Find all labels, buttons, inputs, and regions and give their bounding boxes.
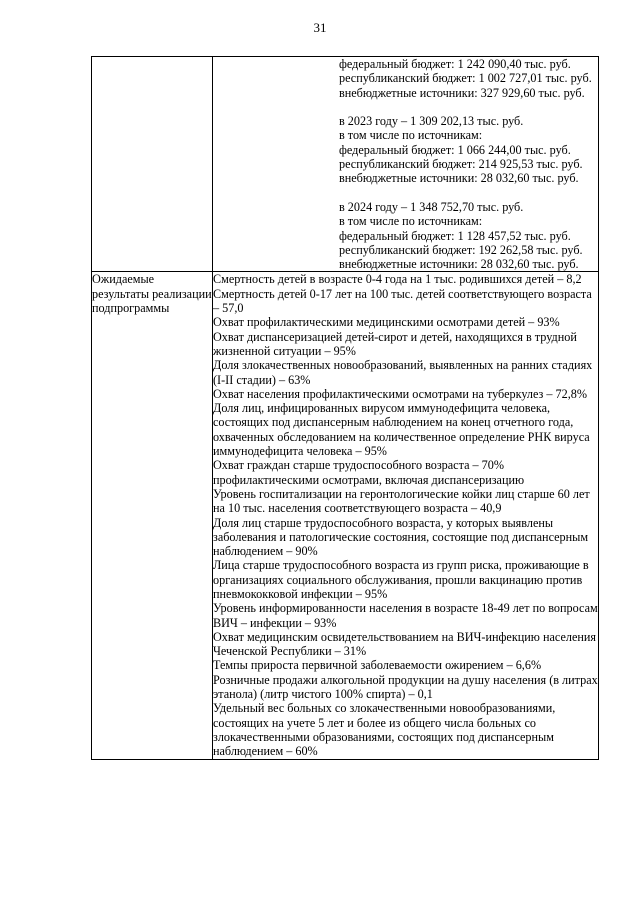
funding-2024-sources: в том числе по источникам:: [339, 214, 483, 229]
results-row: [92, 272, 599, 759]
funding-2023-federal: федеральный бюджет: 1 066 244,00 тыс. руб.: [339, 142, 571, 157]
results-label-cell: [92, 272, 213, 759]
passport-table: [91, 56, 599, 760]
result-item: Лица старше трудоспособного возраста из групп риска, проживающие в организациях социального обслуживания, прошли вакцинацию против пневмококковой инфекции – 95%: [213, 558, 589, 601]
result-item: Смертность детей 0-17 лет на 100 тыс. детей соответствующего возраста – 57,0: [213, 286, 592, 316]
funding-2024-republic: республиканский бюджет: 192 262,58 тыс. руб.: [339, 242, 583, 257]
result-item: Охват диспансеризацией детей-сирот и детей, находящихся в трудной жизненной ситуации – 95%: [213, 329, 577, 358]
funding-2023-total: в 2023 году – 1 309 202,13 тыс. руб.: [339, 114, 524, 129]
funding-2024-extra: внебюджетные источники: 28 032,60 тыс. руб.: [339, 257, 579, 272]
result-item: Темпы прироста первичной заболеваемости ожирением – 6,6%: [213, 658, 542, 673]
results-label: Ожидаемые результаты реализации подпрограммы: [92, 272, 212, 316]
result-item: Доля злокачественных новообразований, выявленных на ранних стадиях (I-II стадии) – 63%: [213, 358, 593, 387]
funding-2022-federal: федеральный бюджет: 1 242 090,40 тыс. руб.: [339, 57, 571, 71]
result-item: Уровень информированности населения в возрасте 18-49 лет по вопросам ВИЧ – инфекции – 93%: [213, 601, 598, 630]
funding-2022-extra: внебюджетные источники: 327 929,60 тыс. руб.: [339, 85, 585, 100]
result-item: Охват граждан старше трудоспособного возраста – 70% профилактическими осмотрами, включая диспансеризацию: [213, 458, 525, 487]
result-item: Уровень госпитализации на геронтологические койки лиц старше 60 лет на 10 тыс. населения соответствующего возраста – 40,9: [213, 486, 590, 516]
funding-label-cell: [92, 57, 213, 272]
funding-row: [92, 57, 599, 272]
result-item: Охват медицинским освидетельствованием на ВИЧ-инфекцию населения Чеченской Республики – 31%: [213, 629, 597, 659]
funding-2023-sources: в том числе по источникам:: [339, 128, 483, 143]
funding-2023-republic: республиканский бюджет: 214 925,53 тыс. руб.: [339, 157, 583, 172]
results-value-cell: [213, 272, 599, 759]
page-number: 31: [313, 20, 327, 35]
funding-2022-republic: республиканский бюджет: 1 002 727,01 тыс. руб.: [339, 71, 592, 86]
result-item: Доля лиц, инфицированных вирусом иммунодефицита человека, состоящих под диспансерным наблюдением на конец отчетного года, охваченных обследованием на количественное определение РНК вируса иммунодефицита человека – 95%: [213, 401, 590, 459]
funding-2024-total: в 2024 году – 1 348 752,70 тыс. руб.: [339, 199, 524, 214]
result-item: Удельный вес больных со злокачественными новообразованиями, состоящих на учете 5 лет и более из общего числа больных со злокачественными образованиями, состоящих под диспансерным наблюдением – 60%: [213, 701, 556, 759]
result-item: Розничные продажи алкогольной продукции на душу населения (в литрах этанола) (литр чистого 100% спирта) – 0,1: [213, 672, 598, 702]
funding-2023-extra: внебюджетные источники: 28 032,60 тыс. руб.: [339, 171, 579, 186]
result-item: Охват профилактическими медицинскими осмотрами детей – 93%: [213, 315, 560, 330]
result-item: Доля лиц старше трудоспособного возраста, у которых выявлены заболевания и патологические состояния, состоящие под диспансерным наблюдением – 90%: [213, 515, 589, 559]
result-item: Охват населения профилактическими осмотрами на туберкулез – 72,8%: [213, 386, 588, 401]
result-item: Смертность детей в возрасте 0-4 года на 1 тыс. родившихся детей – 8,2: [213, 272, 582, 287]
funding-2024-federal: федеральный бюджет: 1 128 457,52 тыс. руб.: [339, 228, 571, 243]
funding-value-cell: [213, 57, 599, 272]
